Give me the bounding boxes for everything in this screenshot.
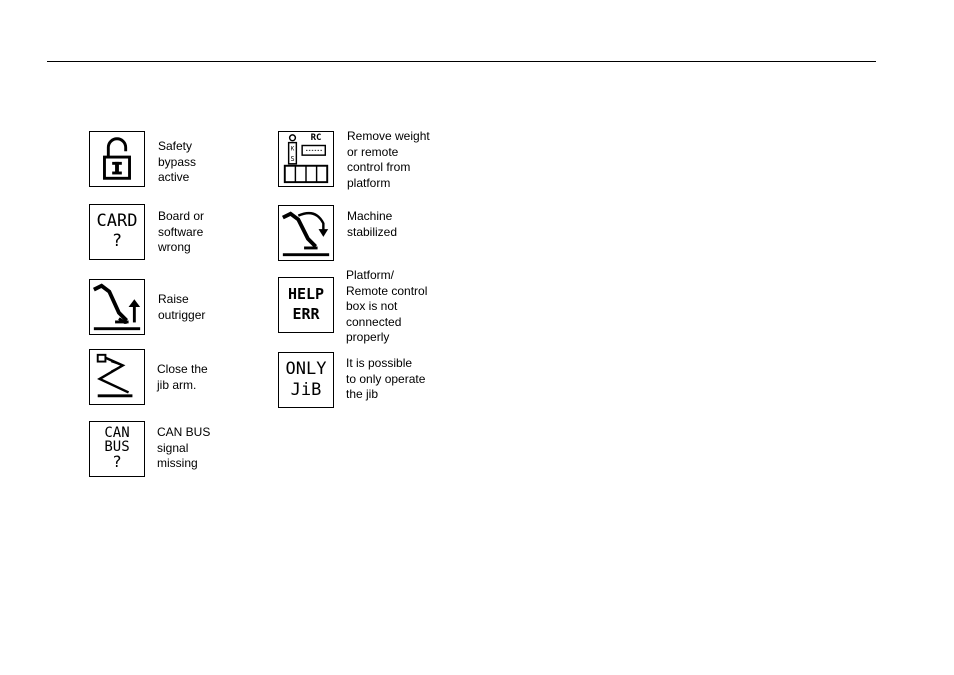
can-bus-label: CAN BUS signal missing bbox=[157, 425, 211, 471]
card-question-mark: ? bbox=[111, 231, 123, 251]
card-question-icon bbox=[89, 204, 145, 260]
svg-text:S: S bbox=[290, 154, 295, 163]
can-bus-question-icon bbox=[89, 421, 145, 477]
remove-weight-remote-icon bbox=[278, 131, 334, 187]
close-jib-arm-icon bbox=[89, 349, 145, 405]
help-text: HELP bbox=[287, 285, 325, 303]
machine-stabilized-label: Machine stabilized bbox=[347, 209, 398, 239]
raise-outrigger-icon bbox=[89, 279, 145, 335]
raise-outrigger-label: Raise outrigger bbox=[158, 292, 206, 322]
board-software-label: Board or software wrong bbox=[158, 209, 205, 255]
can-bus-question-mark: ? bbox=[112, 452, 122, 471]
rc-text: RC bbox=[310, 133, 322, 143]
close-jib-label: Close the jib arm. bbox=[157, 362, 208, 392]
header-rule bbox=[47, 61, 876, 62]
jib-text: JiB bbox=[290, 380, 322, 400]
bus-text: BUS bbox=[104, 439, 130, 455]
machine-stabilized-icon bbox=[278, 205, 334, 261]
safety-bypass-label: Safety bypass active bbox=[158, 139, 197, 185]
err-text: ERR bbox=[292, 305, 320, 323]
svg-text:K: K bbox=[290, 146, 295, 153]
remove-weight-label: Remove weight or remote control from platform bbox=[347, 129, 430, 190]
only-jib-icon bbox=[278, 352, 334, 408]
help-err-icon bbox=[278, 277, 334, 333]
unlocked-padlock-icon bbox=[89, 131, 145, 187]
only-jib-label: It is possible to only operate the jib bbox=[346, 356, 426, 402]
only-text: ONLY bbox=[285, 359, 327, 379]
help-err-label: Platform/ Remote control box is not connected properly bbox=[346, 268, 428, 345]
can-text: CAN bbox=[104, 425, 130, 441]
card-text: CARD bbox=[96, 211, 138, 231]
